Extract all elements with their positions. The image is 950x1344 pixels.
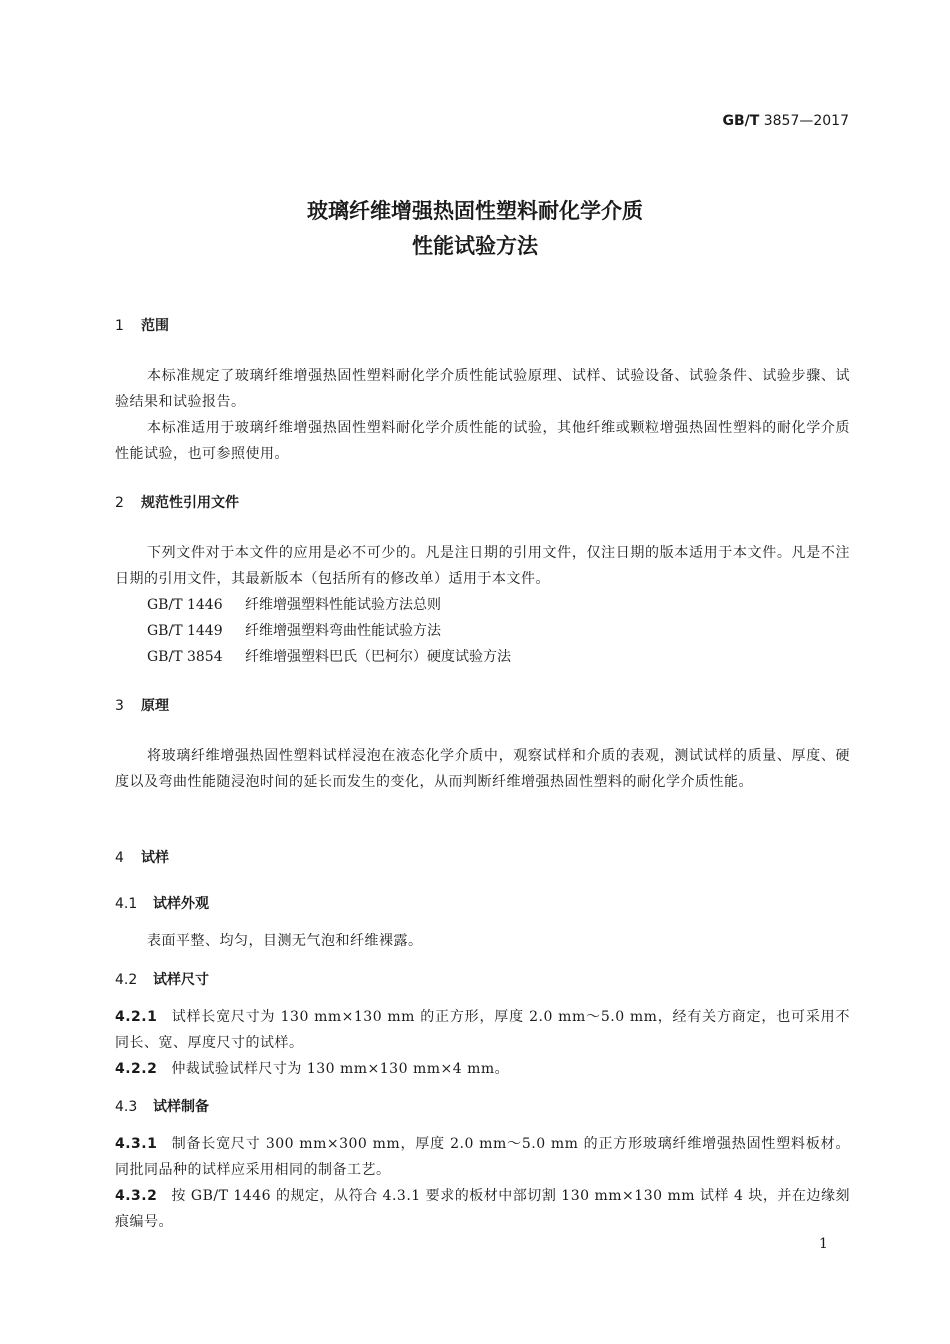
document-title [0, 194, 950, 264]
section-1-paragraph-1: 本标准规定了玻璃纤维增强热固性塑料耐化学介质性能试验原理、试样、试验设备、试验条件、试验步骤、试验结果和试验报告。 [115, 368, 850, 410]
section-4-3-heading: 4.3 试样制备 [115, 1099, 209, 1115]
section-4-1-paragraph: 表面平整、均匀，目测无气泡和纤维裸露。 [147, 933, 423, 949]
title-line-2: 性能试验方法 [412, 234, 538, 258]
section-2-heading: 2 规范性引用文件 [115, 495, 239, 511]
page-number: 1 [819, 1236, 828, 1252]
clause-4-2-1: 4.2.1 试样长宽尺寸为 130 mm×130 mm 的正方形，厚度 2.0 mm～5.0 mm，经有关方商定，也可采用不同长、宽、厚度尺寸的试样。 [115, 1009, 850, 1051]
clause-4-3-2: 4.3.2 按 GB/T 1446 的规定，从符合 4.3.1 要求的板材中部切割 130 mm×130 mm 试样 4 块，并在边缘刻痕编号。 [115, 1188, 850, 1230]
title-line-1: 玻璃纤维增强热固性塑料耐化学介质 [307, 199, 643, 223]
section-4-2-heading: 4.2 试样尺寸 [115, 972, 209, 988]
section-1-paragraph-2: 本标准适用于玻璃纤维增强热固性塑料耐化学介质性能的试验，其他纤维或颗粒增强热固性塑料的耐化学介质性能试验，也可参照使用。 [115, 420, 850, 462]
section-2-paragraph-1: 下列文件对于本文件的应用是必不可少的。凡是注日期的引用文件，仅注日期的版本适用于本文件。凡是不注日期的引用文件，其最新版本（包括所有的修改单）适用于本文件。 [115, 545, 850, 587]
clause-4-3-1: 4.3.1 制备长宽尺寸 300 mm×300 mm，厚度 2.0 mm～5.0 mm 的正方形玻璃纤维增强热固性塑料板材。同批同品种的试样应采用相同的制备工艺。 [115, 1136, 850, 1178]
section-3-paragraph-1: 将玻璃纤维增强热固性塑料试样浸泡在液态化学介质中，观察试样和介质的表观，测试试样的质量、厚度、硬度以及弯曲性能随浸泡时间的延长而发生的变化，从而判断纤维增强热固性塑料的耐化学介质性能。 [115, 748, 850, 790]
clause-4-2-2: 4.2.2 仲裁试验试样尺寸为 130 mm×130 mm×4 mm。 [115, 1061, 510, 1077]
section-1-heading: 1 范围 [115, 318, 169, 334]
normative-reference: GB/T 1446 纤维增强塑料性能试验方法总则 [147, 597, 441, 613]
normative-reference: GB/T 3854 纤维增强塑料巴氏（巴柯尔）硬度试验方法 [147, 649, 511, 665]
section-4-heading: 4 试样 [115, 850, 169, 866]
standard-code: GB/T 3857—2017 [722, 113, 849, 129]
section-4-1-heading: 4.1 试样外观 [115, 896, 209, 912]
section-3-heading: 3 原理 [115, 698, 169, 714]
normative-reference: GB/T 1449 纤维增强塑料弯曲性能试验方法 [147, 623, 441, 639]
